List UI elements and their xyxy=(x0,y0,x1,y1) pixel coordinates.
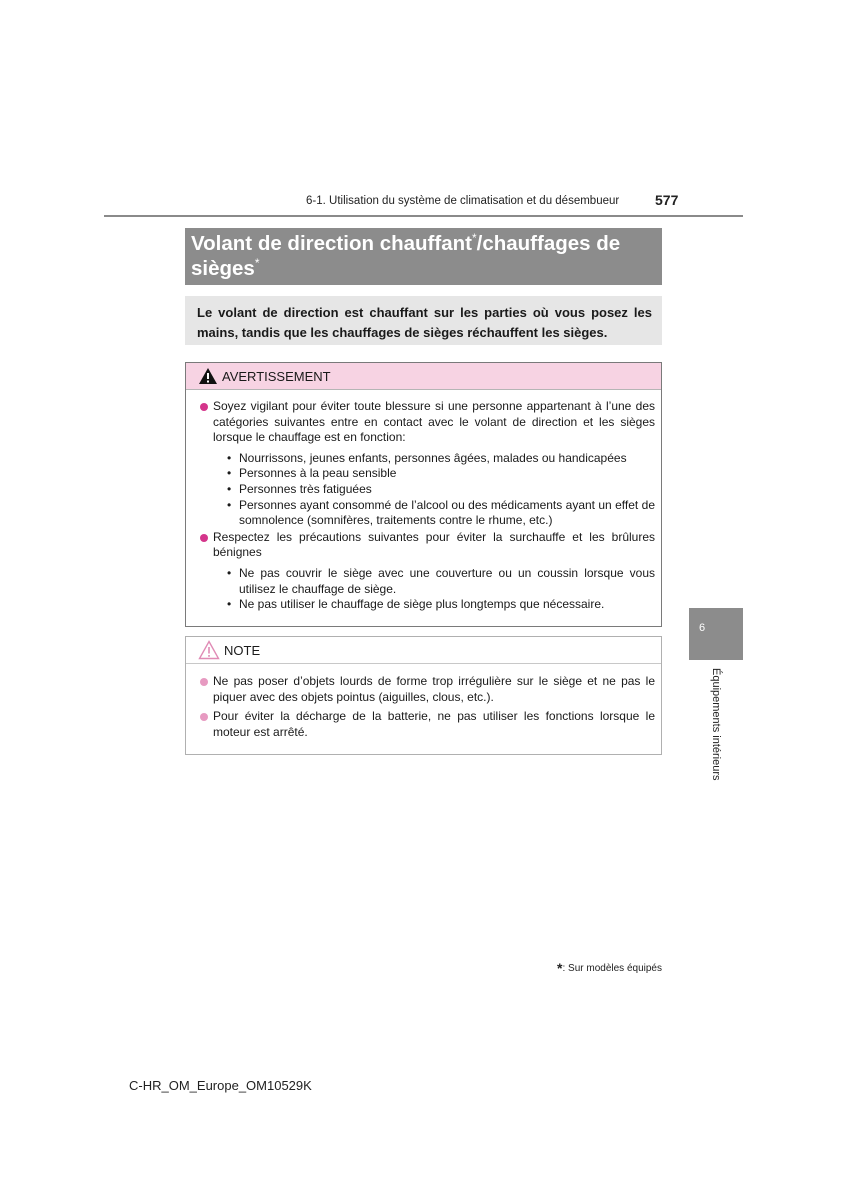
note-box xyxy=(185,636,662,755)
note-item xyxy=(200,674,655,705)
bullet-dot xyxy=(200,713,208,721)
section-title-star2: * xyxy=(254,256,260,270)
intro-text: Le volant de direction est chauffant sur les parties où vous posez les mains, tandis que les chauffages de sièges réchauffent les sièges. xyxy=(185,296,662,345)
warning-triangle-icon xyxy=(198,367,218,385)
footnote-text: : Sur modèles équipés xyxy=(562,963,662,974)
section-title-part2: /chauffages de sièges xyxy=(191,232,621,280)
warning-sublist xyxy=(213,451,655,529)
note-body xyxy=(186,664,661,740)
header-rule xyxy=(104,215,743,217)
warning-box xyxy=(185,362,662,627)
warning-subitem: • Personnes très fatiguées xyxy=(227,481,372,496)
warning-body xyxy=(186,390,661,613)
warning-item xyxy=(200,399,655,529)
note-header xyxy=(186,637,661,664)
bullet-dot xyxy=(200,403,208,411)
warning-subitem: • Nourrissons, jeunes enfants, personnes âgées, malades ou handicapées xyxy=(227,450,627,465)
section-title-star1: * xyxy=(471,231,477,245)
warning-item xyxy=(200,530,655,613)
note-heading: NOTE xyxy=(224,642,261,658)
document-code: C-HR_OM_Europe_OM10529K xyxy=(129,1078,312,1093)
chapter-tab-number: 6 xyxy=(698,622,706,634)
section-title-part1: Volant de direction chauffant xyxy=(191,232,472,255)
section-title xyxy=(185,228,662,285)
bullet-dot xyxy=(200,678,208,686)
warning-item-text: Soyez vigilant pour éviter toute blessure si une personne appartenant à l’une des catégories suivantes entre en contact avec le volant de direction et les sièges lorsque le chauffage est en fonction: xyxy=(213,399,655,445)
warning-subitem: • Personnes ayant consommé de l’alcool ou des médicaments ayant un effet de somnolence (somnifères, traitements contre le rhume, etc.) xyxy=(227,497,655,528)
footnote xyxy=(500,960,662,976)
warning-subitem: • Personnes à la peau sensible xyxy=(227,466,397,481)
note-item xyxy=(200,709,655,740)
warning-item-text: Respectez les précautions suivantes pour éviter la surchauffe et les brûlures bénignes xyxy=(213,529,655,560)
chapter-tab xyxy=(689,608,743,660)
caution-triangle-icon xyxy=(198,640,220,660)
warning-sublist xyxy=(213,566,655,613)
page-number: 577 xyxy=(655,192,679,208)
warning-subitem: • Ne pas utiliser le chauffage de siège plus longtemps que nécessaire. xyxy=(227,597,605,612)
note-item-text: Ne pas poser d’objets lourds de forme trop irrégulière sur le siège et ne pas le piquer avec des objets pointus (aiguilles, clous, etc.). xyxy=(213,674,655,704)
warning-header xyxy=(186,363,661,390)
bullet-dot xyxy=(200,534,208,542)
warning-heading: AVERTISSEMENT xyxy=(222,368,331,384)
warning-subitem: • Ne pas couvrir le siège avec une couverture ou un coussin lorsque vous utilisez le chauffage de siège. xyxy=(227,565,655,596)
footnote-star: * xyxy=(557,960,563,976)
note-item-text: Pour éviter la décharge de la batterie, ne pas utiliser les fonctions lorsque le moteur est arrêté. xyxy=(213,709,655,739)
chapter-title: 6-1. Utilisation du système de climatisation et du désembueur xyxy=(306,195,620,207)
chapter-tab-label: Équipements intérieurs xyxy=(710,668,722,781)
